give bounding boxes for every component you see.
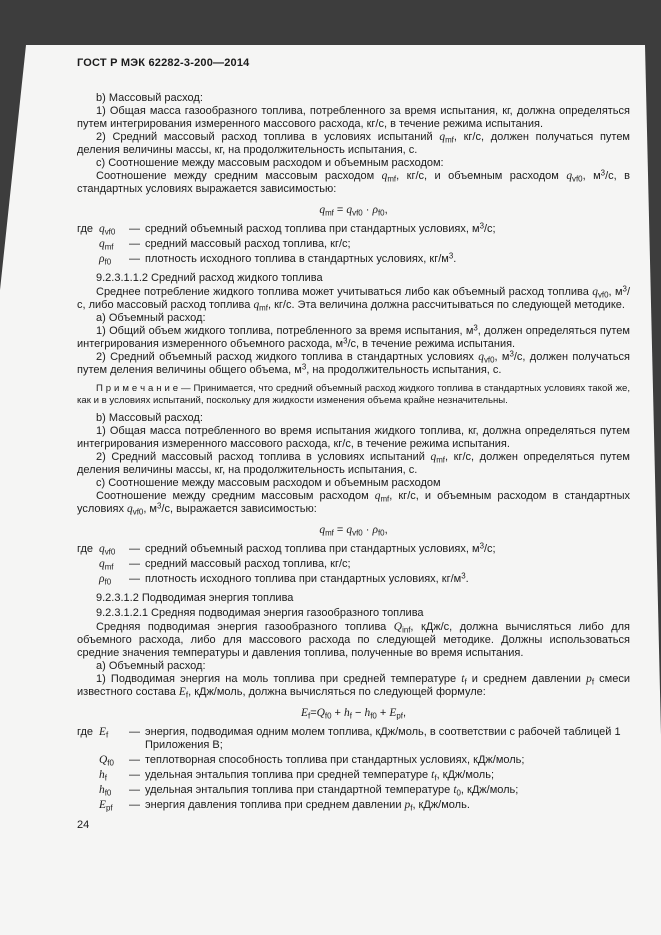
definition-dash: —: [129, 558, 140, 571]
paragraph: Соотношение между средним массовым расходом $q_{mf}$, кг/с, и объемным расходом $q_{vf0}$, $м^3/с$, в стандартных условиях выражается зависимостью:: [77, 168, 630, 195]
paragraph: 1) Общая масса газообразного топлива, потребленного за время испытания, кг, должна определяться путем интегрирования измеренного массового расхода, кг/с, в течение режима испытания.: [77, 105, 630, 130]
scan-edge-top: [0, 0, 661, 45]
definition-row: [77, 543, 630, 556]
definition-lead: где: [77, 543, 94, 556]
definition-lead: где: [77, 726, 94, 739]
paragraph: 1) Общий объем жидкого топлива, потребленного за время испытания, $м^3$, должен определяться путем интегрирования измеренного объемного расхода, $м^3/с$, в течение режима испытания.: [77, 323, 630, 350]
definition-description: средний массовый расход топлива, кг/с;: [145, 238, 351, 250]
paragraph: b) Массовый расход:: [96, 92, 203, 104]
definition-dash: —: [129, 223, 140, 235]
definition-row: [77, 558, 630, 571]
paragraph: c) Соотношение между массовым расходом и объемным расходом: [96, 477, 441, 490]
definition-term: $q_{vf0}$: [99, 223, 116, 237]
definition-dash: —: [129, 573, 140, 586]
definition-description: плотность исходного топлива в стандартных условиях, $кг/м^3$.: [145, 251, 457, 265]
definition-row: [77, 784, 630, 797]
paragraph: 2) Средний массовый расход топлива в условиях испытаний $q_{mf}$, кг/с, должен получаться путем деления величины массы, кг, на продолжительность испытания, с.: [77, 131, 630, 156]
definition-lead: [77, 754, 99, 767]
definition-row: [77, 573, 630, 586]
definition-lead: [77, 253, 99, 266]
definition-term: $h_{f0}$: [99, 784, 112, 798]
formula: $q_{mf} = q_{vf0} \cdot \rho_{f0}$,: [319, 524, 388, 538]
document-body: [77, 92, 630, 812]
definition-row: [77, 726, 630, 752]
definition-description: энергия давления топлива при среднем давлении $p_f$, кДж/моль.: [145, 799, 470, 813]
definition-list: [77, 726, 630, 812]
formula: $q_{mf} = q_{vf0} \cdot \rho_{f0}$,: [319, 204, 388, 218]
section-heading: 9.2.3.1.2.1 Средняя подводимая энергия газообразного топлива: [96, 607, 424, 620]
definition-row: [77, 799, 630, 812]
definition-description: плотность исходного топлива при стандартных условиях, $кг/м^3$.: [145, 571, 469, 586]
definition-term: $h_f$: [99, 769, 107, 783]
definition-description: средний массовый расход топлива, кг/с;: [145, 558, 351, 571]
paragraph: 2) Средний массовый расход топлива в условиях испытаний $q_{mf}$, кг/с, должен определяться путем деления величины массы, кг, на продолжительность испытания, с.: [77, 451, 630, 477]
definition-description: средний объемный расход топлива при стандартных условиях, $м^3/с$;: [145, 221, 496, 235]
definition-description: удельная энтальпия топлива при стандартной температуре $t_0$, кДж/моль;: [145, 784, 519, 798]
definition-term: $q_{mf}$: [99, 558, 114, 572]
formula: $E_f=Q_{f0} + h_f - h_{f0} + E_{pf}$,: [300, 707, 407, 721]
definition-term: $q_{vf0}$: [99, 543, 116, 557]
definition-term: $\rho_{f0}$: [99, 573, 112, 587]
page: [77, 57, 630, 831]
definition-dash: —: [129, 754, 140, 767]
definition-dash: —: [129, 799, 140, 812]
definition-lead: [77, 558, 99, 571]
paragraph: 2) Средний объемный расход жидкого топлива в стандартных условиях $q_{vf0}$, $м^3/с$, должен получаться путем деления величины общего объема, $м^3$, на продолжительность испытания, с.: [77, 349, 630, 376]
definition-row: [77, 769, 630, 782]
definition-dash: —: [129, 253, 140, 265]
definition-lead: где: [77, 223, 94, 235]
definition-term: $q_{mf}$: [99, 238, 114, 252]
definition-term: $E_{pf}$: [99, 799, 113, 813]
scan-edge-right: [645, 45, 661, 735]
paragraph: c) Соотношение между массовым расходом и объемным расходом:: [96, 157, 444, 169]
paragraph: Средняя подводимая энергия газообразного топлива $Q_{inf}$, кДж/с, должна вычисляться либо для объемного расхода, либо для массового расхода по следующей методике. Должны использоваться средние значения температуры и давления топлива, полученные во время испытания.: [77, 621, 630, 660]
paragraph: 1) Подводимая энергия на моль топлива при средней температуре $t_f$ и среднем давлении $p_f$ смеси известного состава $E_f$, кДж/моль, должна вычисляться по следующей формуле:: [77, 673, 630, 700]
definition-lead: [77, 799, 99, 812]
definition-description: энергия, подводимая одним молем топлива, кДж/моль, в соответствии с рабочей таблицей 1 Приложения В;: [145, 726, 621, 752]
paragraph: a) Объемный расход:: [96, 660, 206, 673]
definition-row: [77, 754, 630, 767]
document-header: ГОСТ Р МЭК 62282-3-200—2014: [77, 57, 250, 69]
definition-term: $Q_{f0}$: [99, 754, 114, 768]
section-heading: 9.2.3.1.1.2 Средний расход жидкого топлива: [96, 272, 323, 284]
definition-description: средний объемный расход топлива при стандартных условиях, $м^3/с$;: [145, 541, 496, 556]
definition-list: [77, 543, 630, 586]
definition-dash: —: [129, 543, 140, 556]
definition-row: [77, 253, 630, 266]
definition-list: [77, 223, 630, 266]
note-paragraph: П р и м е ч а н и е — Принимается, что средний объемный расход жидкого топлива в стандартных условиях такой же, как и в условиях испытаний, поскольку для жидкости изменения объема крайне незначительны.: [77, 383, 630, 407]
paragraph: Соотношение между средним массовым расходом $q_{mf}$, кг/с, и объемным расходом в стандартных условиях $q_{vf0}$, $м^3/с$, выражается зависимостью:: [77, 490, 630, 517]
definition-dash: —: [129, 238, 140, 250]
definition-term: $E_f$: [99, 726, 109, 740]
paragraph: a) Объемный расход:: [96, 312, 206, 324]
definition-lead: [77, 784, 99, 797]
definition-lead: [77, 769, 99, 782]
definition-dash: —: [129, 726, 140, 739]
paragraph: 1) Общая масса потребленного во время испытания жидкого топлива, кг, должна определяться путем интегрирования измеренного массового расхода, кг/с, в течение режима испытания.: [77, 425, 630, 451]
definition-lead: [77, 238, 99, 251]
definition-lead: [77, 573, 99, 586]
definition-row: [77, 238, 630, 251]
definition-description: теплотворная способность топлива при стандартных условиях, кДж/моль;: [145, 754, 525, 767]
definition-dash: —: [129, 769, 140, 782]
page-number: 24: [77, 819, 90, 832]
paragraph: Среднее потребление жидкого топлива может учитываться либо как объемный расход топлива $q_{vf0}$, $м^3/с$, либо массовый расход топлива $q_{mf}$, кг/с. Эта величина должна рассчитываться по следующей методике.: [77, 284, 630, 313]
definition-description: удельная энтальпия топлива при средней температуре $t_f$, кДж/моль;: [145, 769, 494, 783]
section-heading: 9.2.3.1.2 Подводимая энергия топлива: [96, 592, 294, 605]
definition-row: [77, 223, 630, 236]
paragraph: b) Массовый расход:: [96, 412, 203, 425]
definition-term: $\rho_{f0}$: [99, 253, 112, 267]
definition-dash: —: [129, 784, 140, 797]
scan-edge-left: [0, 45, 26, 290]
